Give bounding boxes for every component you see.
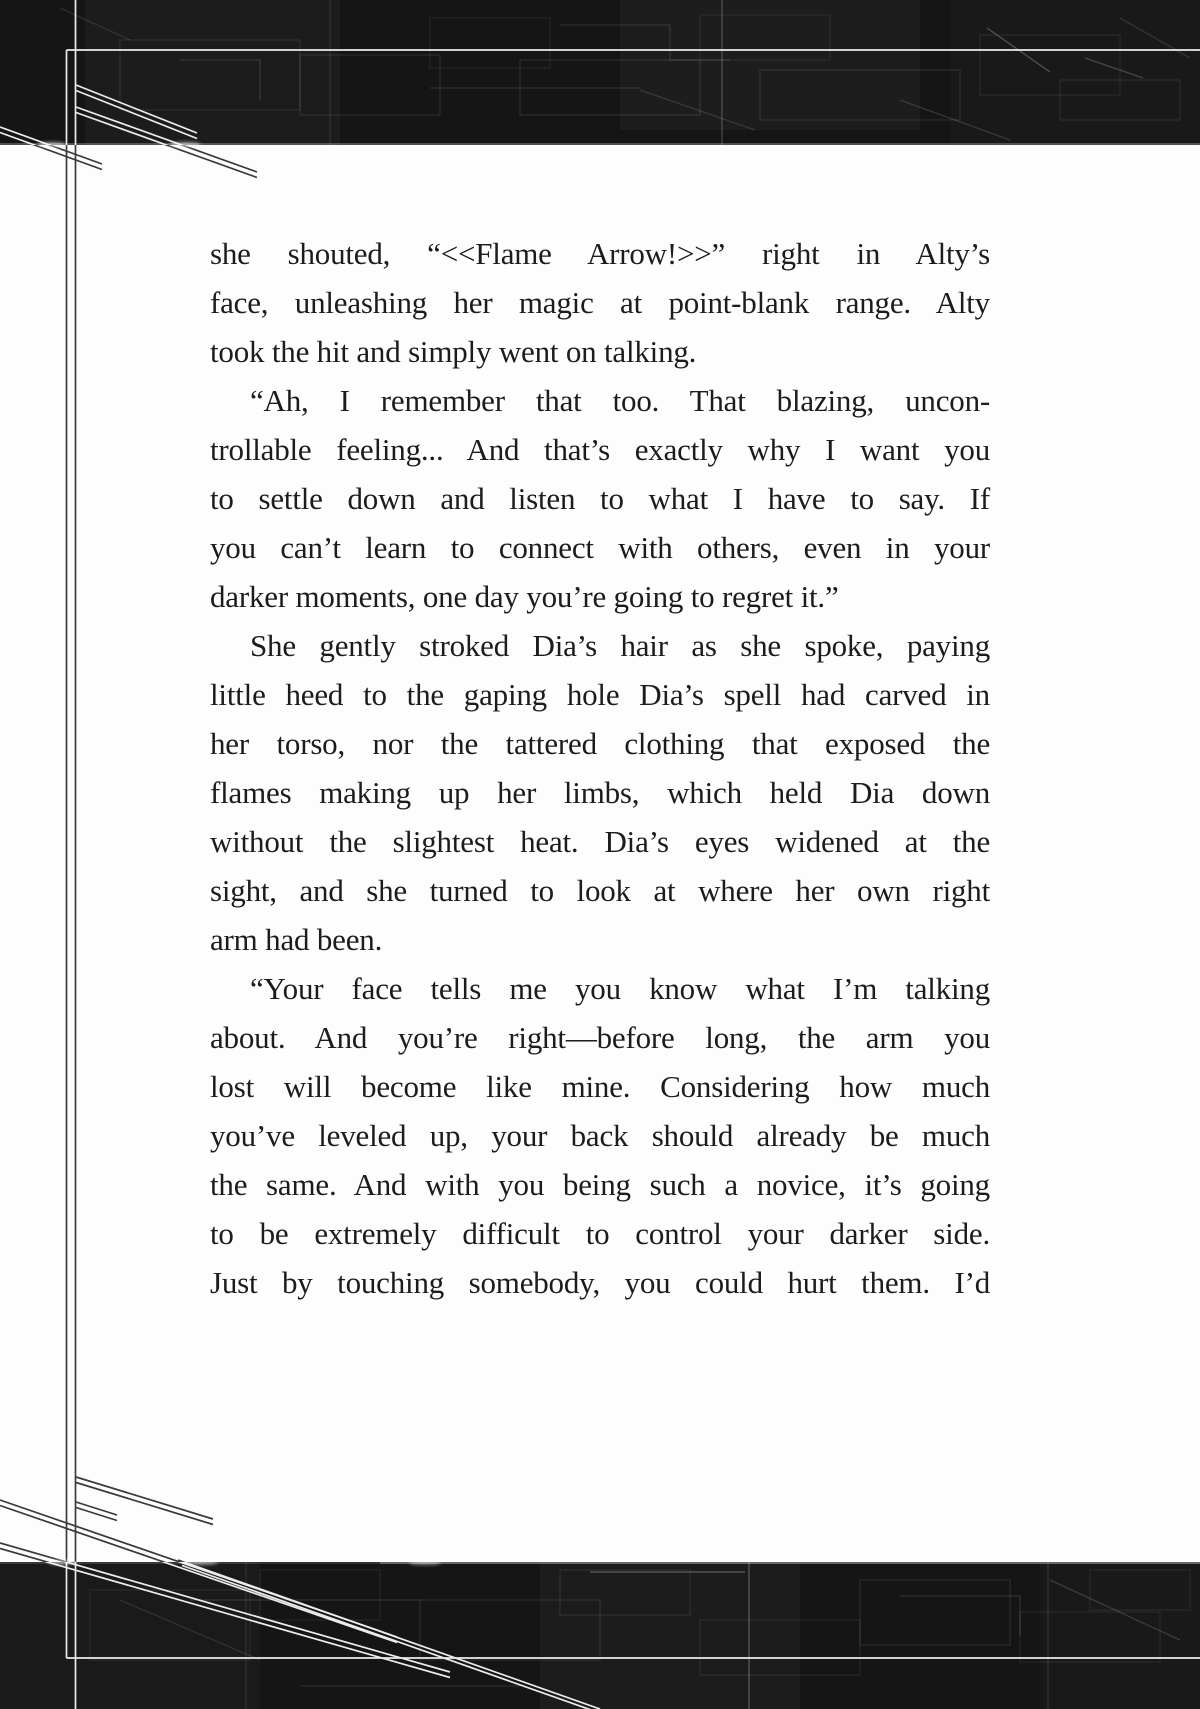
text-line: the same. And with you being such a novice, it’s going (210, 1167, 990, 1202)
text-line: to settle down and listen to what I have to say. If (210, 481, 990, 516)
text-line: to be extremely difficult to control your darker side. (210, 1216, 990, 1251)
text-line: She gently stroked Dia’s hair as she spoke, paying (250, 628, 990, 663)
text-line: trollable feeling... And that’s exactly why I want you (210, 432, 990, 467)
text-line: she shouted, “<<Flame Arrow!>>” right in Alty’s (210, 236, 990, 271)
text-line: her torso, nor the tattered clothing that exposed the (210, 726, 990, 761)
text-line: “Ah, I remember that too. That blazing, uncon- (250, 383, 990, 418)
text-line: arm had been. (210, 922, 383, 957)
text-line: “Your face tells me you know what I’m talking (250, 971, 990, 1006)
text-line: took the hit and simply went on talking. (210, 334, 697, 369)
text-line: little heed to the gaping hole Dia’s spell had carved in (210, 677, 990, 712)
text-line: lost will become like mine. Considering how much (210, 1069, 990, 1104)
page-text (210, 229, 990, 1307)
paragraph (210, 964, 990, 1307)
text-line: about. And you’re right—before long, the arm you (210, 1020, 990, 1055)
paragraph (210, 229, 990, 376)
paragraph (210, 621, 990, 964)
text-line: sight, and she turned to look at where her own right (210, 873, 990, 908)
text-line: flames making up her limbs, which held Dia down (210, 775, 990, 810)
text-line: Just by touching somebody, you could hurt them. I’d (210, 1265, 990, 1300)
top-banner (0, 0, 1200, 145)
text-line: you’ve leveled up, your back should already be much (210, 1118, 990, 1153)
text-line: darker moments, one day you’re going to regret it.” (210, 579, 839, 614)
text-line: without the slightest heat. Dia’s eyes widened at the (210, 824, 990, 859)
text-line: you can’t learn to connect with others, even in your (210, 530, 990, 565)
text-line: face, unleashing her magic at point-blank range. Alty (210, 285, 990, 320)
bottom-banner (0, 1562, 1200, 1709)
paragraph (210, 376, 990, 621)
